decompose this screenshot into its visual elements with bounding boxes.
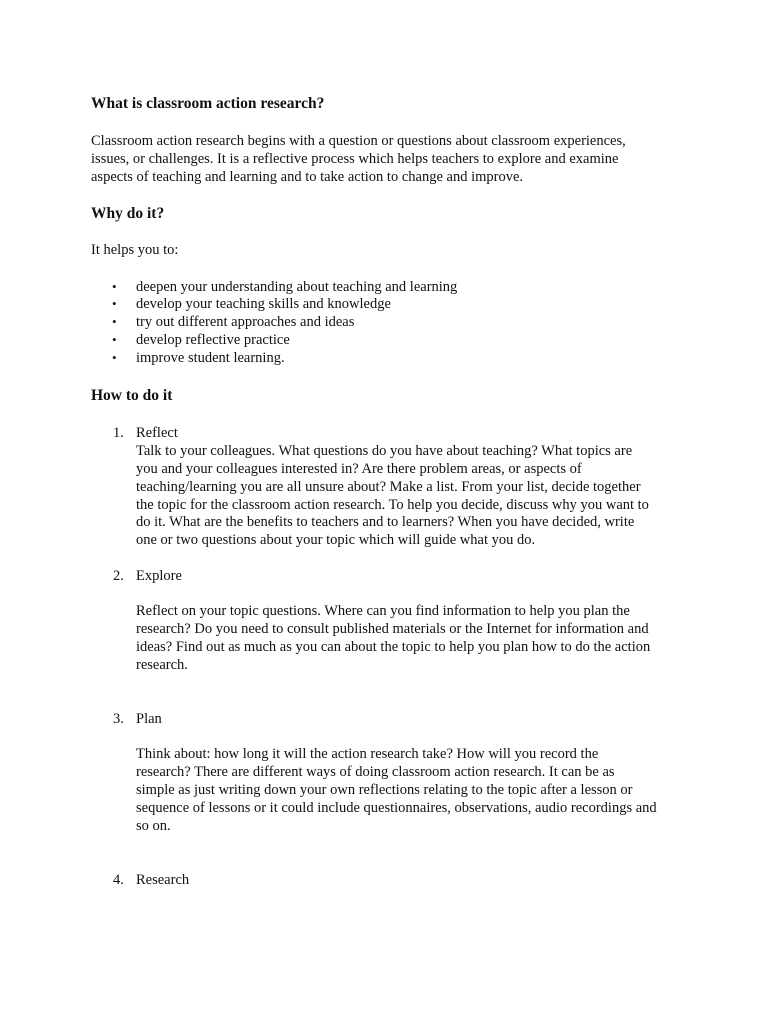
bullet-text: deepen your understanding about teaching and learning (136, 279, 458, 295)
bullet-icon: • (112, 279, 117, 294)
step-number: 2. (113, 568, 124, 584)
bullet-text: develop reflective practice (136, 332, 290, 348)
step-line: sequence of lessons or it could include questionnaires, observations, audio recordings and (136, 800, 657, 816)
step-title: Plan (136, 711, 162, 727)
step-number: 4. (113, 872, 124, 888)
paragraph-line: issues, or challenges. It is a reflective process which helps teachers to explore and examine (91, 151, 619, 167)
heading-what-is-action-research: What is classroom action research? (91, 95, 325, 112)
step-title: Reflect (136, 425, 178, 441)
heading-how-to-do-it: How to do it (91, 387, 173, 404)
bullet-icon: • (112, 350, 117, 365)
heading-why-do-it: Why do it? (91, 205, 165, 222)
step-line: research? There are different ways of doing classroom action research. It can be as (136, 764, 615, 780)
step-line: you and your colleagues interested in? Are there problem areas, or aspects of (136, 461, 582, 477)
intro-text: It helps you to: (91, 242, 179, 258)
bullet-text: try out different approaches and ideas (136, 314, 355, 330)
bullet-icon: • (112, 314, 117, 329)
bullet-icon: • (112, 296, 117, 311)
step-title: Explore (136, 568, 182, 584)
step-number: 1. (113, 425, 124, 441)
step-line: Think about: how long it will the action research take? How will you record the (136, 746, 599, 762)
paragraph-line: aspects of teaching and learning and to take action to change and improve. (91, 169, 524, 185)
step-line: Talk to your colleagues. What questions do you have about teaching? What topics are (136, 443, 633, 459)
bullet-icon: • (112, 332, 117, 347)
step-line: research? Do you need to consult published materials or the Internet for information and (136, 621, 649, 637)
step-line: so on. (136, 818, 171, 834)
step-line: research. (136, 657, 188, 673)
step-title: Research (136, 872, 190, 888)
step-line: ideas? Find out as much as you can about the topic to help you plan how to do the action (136, 639, 651, 655)
step-line: simple as just writing down your own reflections relating to the topic after a lesson or (136, 782, 633, 798)
step-line: one or two questions about your topic which will guide what you do. (136, 532, 536, 548)
bullet-text: improve student learning. (136, 350, 285, 366)
step-line: Reflect on your topic questions. Where can you find information to help you plan the (136, 603, 630, 619)
step-line: the topic for the classroom action research. To help you decide, discuss why you want to (136, 497, 649, 513)
bullet-text: develop your teaching skills and knowledge (136, 296, 391, 312)
step-line: teaching/learning you are all unsure about? Make a list. From your list, decide together (136, 479, 641, 495)
step-line: do it. What are the benefits to teachers and to learners? When you have decided, write (136, 514, 635, 530)
step-number: 3. (113, 711, 124, 727)
paragraph-line: Classroom action research begins with a question or questions about classroom experiences, (91, 133, 626, 149)
